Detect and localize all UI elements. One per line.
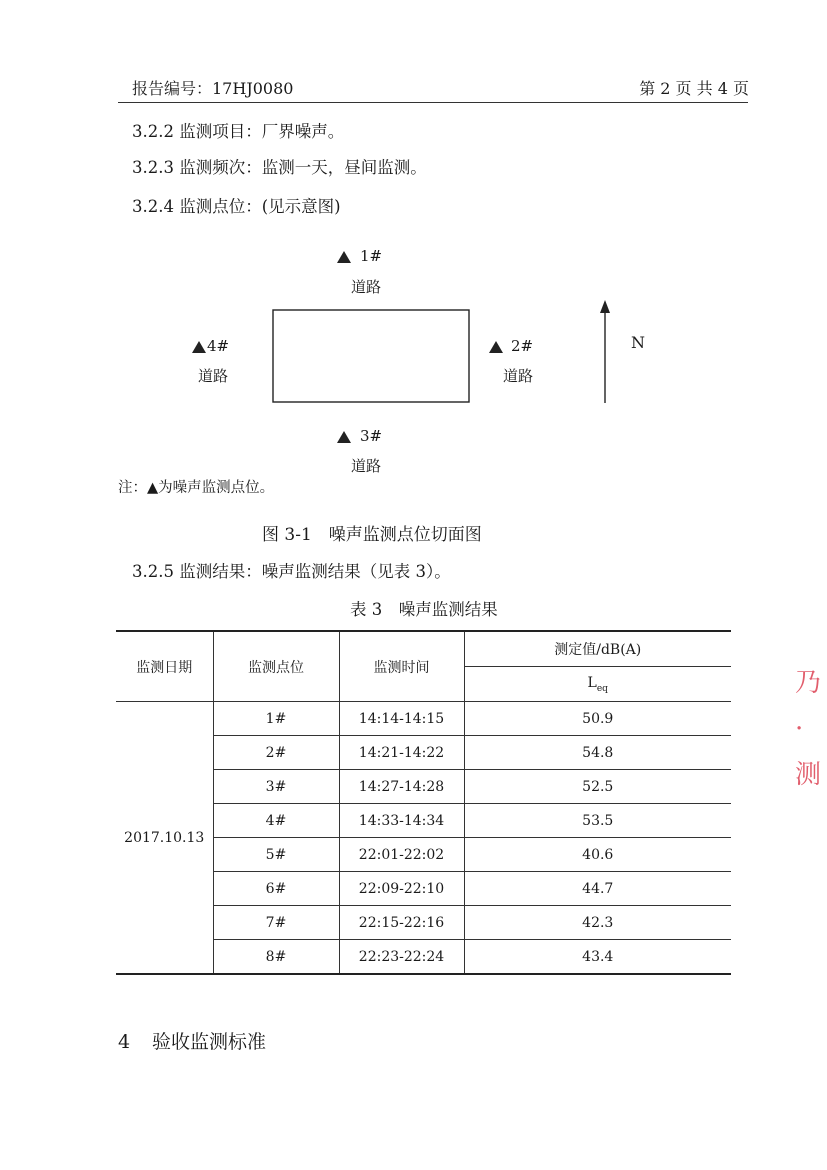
partial-seal-stamp <box>795 660 827 800</box>
cell-point: 8# <box>213 940 339 975</box>
cell-time: 22:23-22:24 <box>339 940 464 975</box>
diagram-shapes <box>0 235 827 480</box>
cell-point: 1# <box>213 702 339 736</box>
header-value: 测定值/dB(A) <box>464 631 731 667</box>
section-4-title: 验收监测标准 <box>152 1031 267 1053</box>
cell-point: 2# <box>213 736 339 770</box>
point-3-label: 3# <box>360 427 383 445</box>
cell-time: 14:27-14:28 <box>339 770 464 804</box>
noise-results-table <box>116 630 731 975</box>
cell-time: 22:15-22:16 <box>339 906 464 940</box>
header-rule <box>118 102 748 103</box>
point-2-label: 2# <box>511 337 534 355</box>
header-leq <box>464 667 731 702</box>
section-3-2-5: 3.2.5 监测结果：噪声监测结果（见表 3）。 <box>132 562 451 581</box>
table-body <box>116 702 731 975</box>
north-label: N <box>631 333 645 352</box>
cell-time: 14:33-14:34 <box>339 804 464 838</box>
cell-value: 44.7 <box>464 872 731 906</box>
cell-point: 3# <box>213 770 339 804</box>
cell-time: 22:09-22:10 <box>339 872 464 906</box>
cell-date: 2017.10.13 <box>116 702 213 975</box>
triangle-marker-icon <box>192 341 206 353</box>
header-time: 监测时间 <box>339 631 464 702</box>
leq-subscript: eq <box>596 683 608 694</box>
leq-main: L <box>587 674 597 691</box>
section-3-2-4: 3.2.4 监测点位：(见示意图) <box>132 197 341 216</box>
cell-point: 7# <box>213 906 339 940</box>
section-4-number: 4 <box>118 1031 131 1053</box>
cell-value: 50.9 <box>464 702 731 736</box>
triangle-marker-icon <box>489 341 503 353</box>
cell-time: 14:14-14:15 <box>339 702 464 736</box>
header-date: 监测日期 <box>116 631 213 702</box>
stamp-glyph: 测 <box>795 760 822 790</box>
cell-point: 4# <box>213 804 339 838</box>
cell-value: 54.8 <box>464 736 731 770</box>
cell-time: 22:01-22:02 <box>339 838 464 872</box>
header-point: 监测点位 <box>213 631 339 702</box>
table-caption: 表 3 噪声监测结果 <box>350 600 498 619</box>
point-3-road: 道路 <box>351 457 382 475</box>
page-info: 第 2 页 共 4 页 <box>639 79 749 98</box>
triangle-marker-icon <box>337 251 351 263</box>
cell-value: 40.6 <box>464 838 731 872</box>
stamp-glyph: 乃 <box>795 668 822 698</box>
monitoring-point-diagram <box>0 235 827 480</box>
cell-time: 14:21-14:22 <box>339 736 464 770</box>
site-boundary-rect <box>273 310 469 402</box>
point-2-road: 道路 <box>503 367 534 385</box>
cell-value: 53.5 <box>464 804 731 838</box>
point-4-road: 道路 <box>198 367 229 385</box>
point-4-label: 4# <box>207 337 230 355</box>
diagram-note: 注：▲为噪声监测点位。 <box>118 480 275 496</box>
cell-point: 5# <box>213 838 339 872</box>
stamp-glyph: · <box>795 714 804 744</box>
cell-value: 43.4 <box>464 940 731 975</box>
cell-point: 6# <box>213 872 339 906</box>
report-number: 报告编号：17HJ0080 <box>132 79 294 98</box>
cell-value: 42.3 <box>464 906 731 940</box>
cell-value: 52.5 <box>464 770 731 804</box>
triangle-marker-icon <box>337 431 351 443</box>
section-4-heading <box>118 1027 266 1054</box>
point-1-label: 1# <box>360 247 383 265</box>
section-3-2-3: 3.2.3 监测频次：监测一天，昼间监测。 <box>132 158 427 177</box>
table-row <box>116 702 731 736</box>
figure-caption: 图 3-1 噪声监测点位切面图 <box>262 525 482 545</box>
section-3-2-2: 3.2.2 监测项目：厂界噪声。 <box>132 122 345 141</box>
point-1-road: 道路 <box>351 278 382 296</box>
north-arrow-icon <box>600 300 610 403</box>
